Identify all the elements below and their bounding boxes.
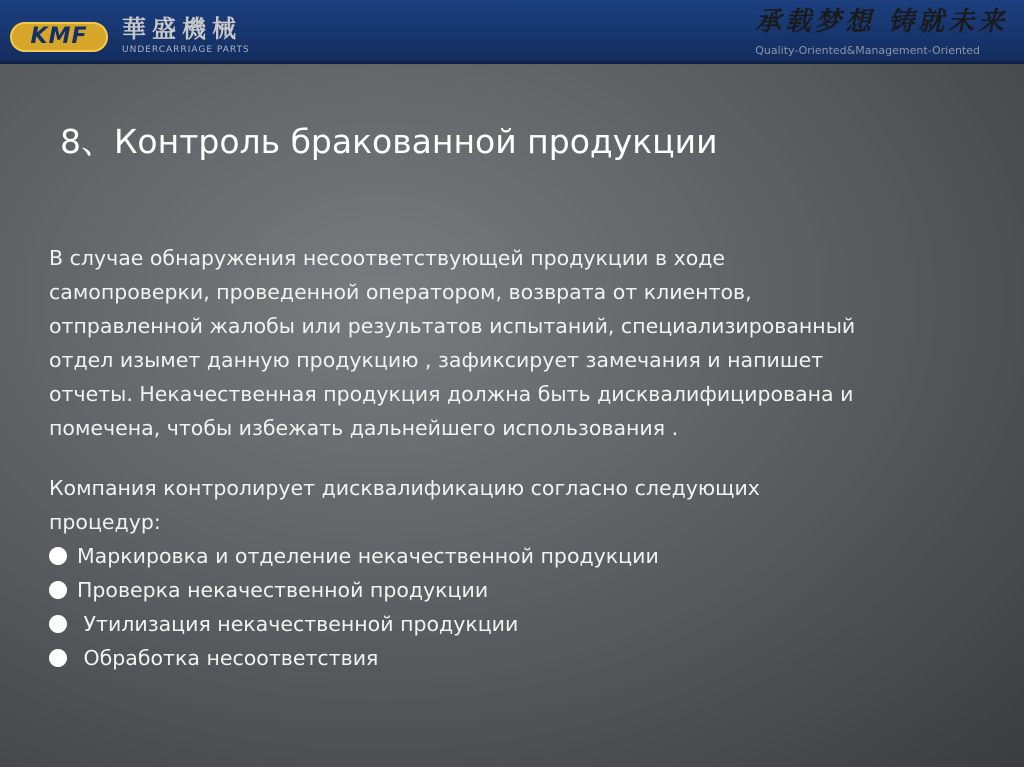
list-item bbox=[49, 607, 1009, 641]
brand-tagline: UNDERCARRIAGE PARTS bbox=[122, 45, 250, 55]
company-logo bbox=[10, 22, 108, 52]
list-item bbox=[49, 573, 1009, 607]
paragraph-intro bbox=[49, 241, 1009, 445]
logo-text: KMF bbox=[30, 24, 88, 49]
bullet-dot-icon bbox=[49, 615, 67, 633]
paragraph-line: процедур: bbox=[49, 510, 161, 534]
header-banner bbox=[0, 0, 1024, 64]
bullet-dot-icon bbox=[49, 581, 67, 599]
list-item bbox=[49, 641, 1009, 675]
list-item-text: Обработка несоответствия bbox=[77, 646, 379, 670]
list-item-text: Утилизация некачественной продукции bbox=[77, 612, 519, 636]
bullet-dot-icon bbox=[49, 547, 67, 565]
paragraph-line: самопроверки, проведенной оператором, возврата от клиентов, bbox=[49, 280, 752, 304]
slogan-chinese: 承载梦想 铸就未来 bbox=[754, 7, 1008, 37]
paragraph-procedures bbox=[49, 471, 1009, 539]
paragraph-line: отчеты. Некачественная продукция должна быть дисквалифицирована и bbox=[49, 382, 854, 406]
paragraph-line: помечена, чтобы избежать дальнейшего использования . bbox=[49, 416, 679, 440]
list-item-text: Маркировка и отделение некачественной продукции bbox=[77, 544, 659, 568]
brand-name-chinese: 華盛機械 bbox=[122, 14, 242, 43]
slide-title: 8、Контроль бракованной продукции bbox=[60, 122, 718, 161]
paragraph-line: В случае обнаружения несоответствующей продукции в ходе bbox=[49, 246, 726, 270]
procedure-list bbox=[49, 539, 1009, 675]
bullet-dot-icon bbox=[49, 649, 67, 667]
paragraph-line: отдел изымет данную продукцию , зафиксирует замечания и напишет bbox=[49, 348, 824, 372]
list-item bbox=[49, 539, 1009, 573]
paragraph-line: отправленной жалобы или результатов испытаний, специализированный bbox=[49, 314, 856, 338]
slogan-english: Quality-Oriented&Management-Oriented bbox=[755, 44, 980, 57]
list-item-text: Проверка некачественной продукции bbox=[77, 578, 489, 602]
paragraph-line: Компания контролирует дисквалификацию согласно следующих bbox=[49, 476, 760, 500]
